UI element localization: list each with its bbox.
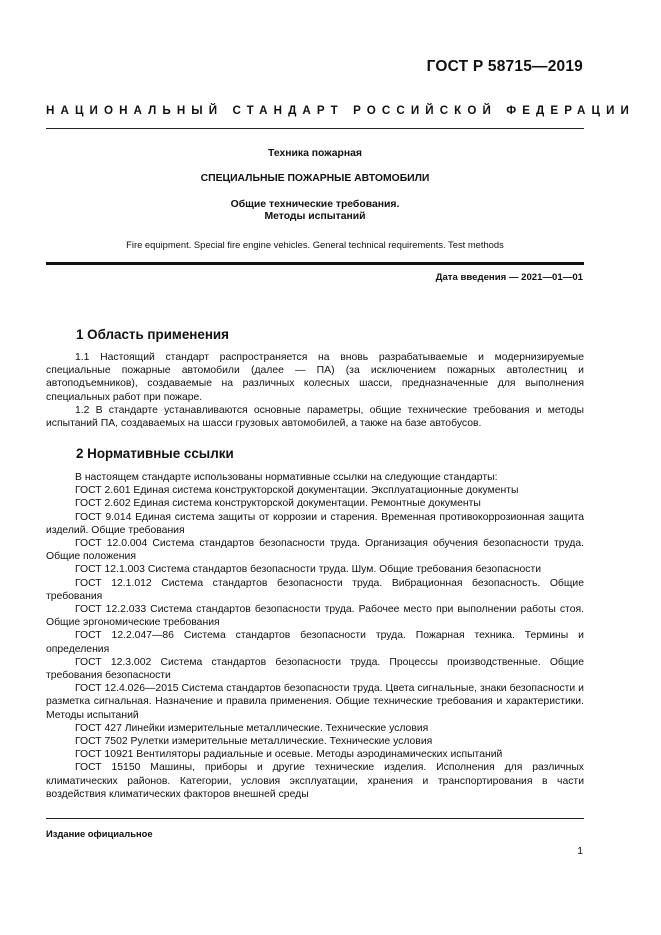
page-number: 1 [577,846,583,857]
effective-date: Дата введения — 2021—01—01 [435,272,583,283]
reference-item: ГОСТ 2.601 Единая система конструкторской документации. Эксплуатационные документы [75,485,519,497]
standard-title: СПЕЦИАЛЬНЫЕ ПОЖАРНЫЕ АВТОМОБИЛИ [200,173,430,184]
title-divider [46,262,584,265]
reference-item: ГОСТ 12.2.047—86 Система стандартов безопасности труда. Пожарная техника. Термины и определения [46,630,584,655]
standard-subtitle-line2: Методы испытаний [264,211,366,222]
reference-item: ГОСТ 12.3.002 Система стандартов безопасности труда. Процессы производственные. Общие требования безопасности [46,656,584,682]
national-standard-banner: НАЦИОНАЛЬНЫЙ СТАНДАРТ РОССИЙСКОЙ ФЕДЕРАЦИИ [46,104,635,117]
standard-category: Техника пожарная [267,148,362,159]
reference-item: ГОСТ 7502 Рулетки измерительные металлические. Технические условия [75,736,433,748]
official-edition-label: Издание официальное [46,828,153,839]
section-2-body [46,471,584,801]
reference-item: ГОСТ 2.602 Единая система конструкторской документации. Ремонтные документы [75,498,481,510]
reference-item: ГОСТ 12.1.012 Система стандартов безопасности труда. Вибрационная безопасность. Общие требования [46,577,584,602]
top-divider [46,128,584,129]
english-title: Fire equipment. Special fire engine vehicles. General technical requirements. Test methods [126,239,504,250]
reference-item: ГОСТ 12.4.026—2015 Система стандартов безопасности труда. Цвета сигнальные, знаки безопасности и разметка сигнальная. Назначение и правила применения. Общие технические требования и характеристики. Методы испытаний [46,683,584,721]
section-2-heading: 2 Нормативные ссылки [76,446,234,461]
section-1-body [46,351,584,430]
standard-subtitle-line1: Общие технические требования. [230,199,400,210]
footer-divider [46,818,584,819]
paragraph-1-2: 1.2 В стандарте устанавливаются основные параметры, общие технические требования и методы испытаний ПА, создаваемых на шасси грузовых автомобилей, а также на базе автобусов. [46,404,584,430]
gost-number: ГОСТ Р 58715—2019 [426,58,583,75]
reference-item: ГОСТ 9.014 Единая система защиты от коррозии и старения. Временная противокоррозионная защита изделий. Общие требования [46,511,584,536]
paragraph-1-1: 1.1 Настоящий стандарт распространяется на вновь разрабатываемые и модернизируемые специальные пожарные автомобили (далее — ПА) (за исключением пожарных автолестниц и автоподъемников), создаваемые на различных колесных шасси, предназначенные для выполнения специальных работ при пожаре. [46,352,584,403]
reference-item: ГОСТ 10921 Вентиляторы радиальные и осевые. Методы аэродинамических испытаний [75,749,503,761]
reference-item: ГОСТ 427 Линейки измерительные металлические. Технические условия [75,722,429,734]
section-2-intro: В настоящем стандарте использованы нормативные ссылки на следующие стандарты: [75,472,498,483]
reference-item: ГОСТ 12.1.003 Система стандартов безопасности труда. Шум. Общие требования безопасности [75,564,542,576]
reference-item: ГОСТ 12.2.033 Система стандартов безопасности труда. Рабочее место при выполнении работы стоя. Общие эргономические требования [46,604,584,629]
reference-item: ГОСТ 12.0.004 Система стандартов безопасности труда. Организация обучения безопасности труда. Общие положения [46,538,584,563]
section-1-heading: 1 Область применения [76,327,229,342]
reference-item: ГОСТ 15150 Машины, приборы и другие технические изделия. Исполнения для различных климатических районов. Категории, условия эксплуатации, хранения и транспортирования в части воздействия климатических факторов внешней среды [46,762,584,800]
